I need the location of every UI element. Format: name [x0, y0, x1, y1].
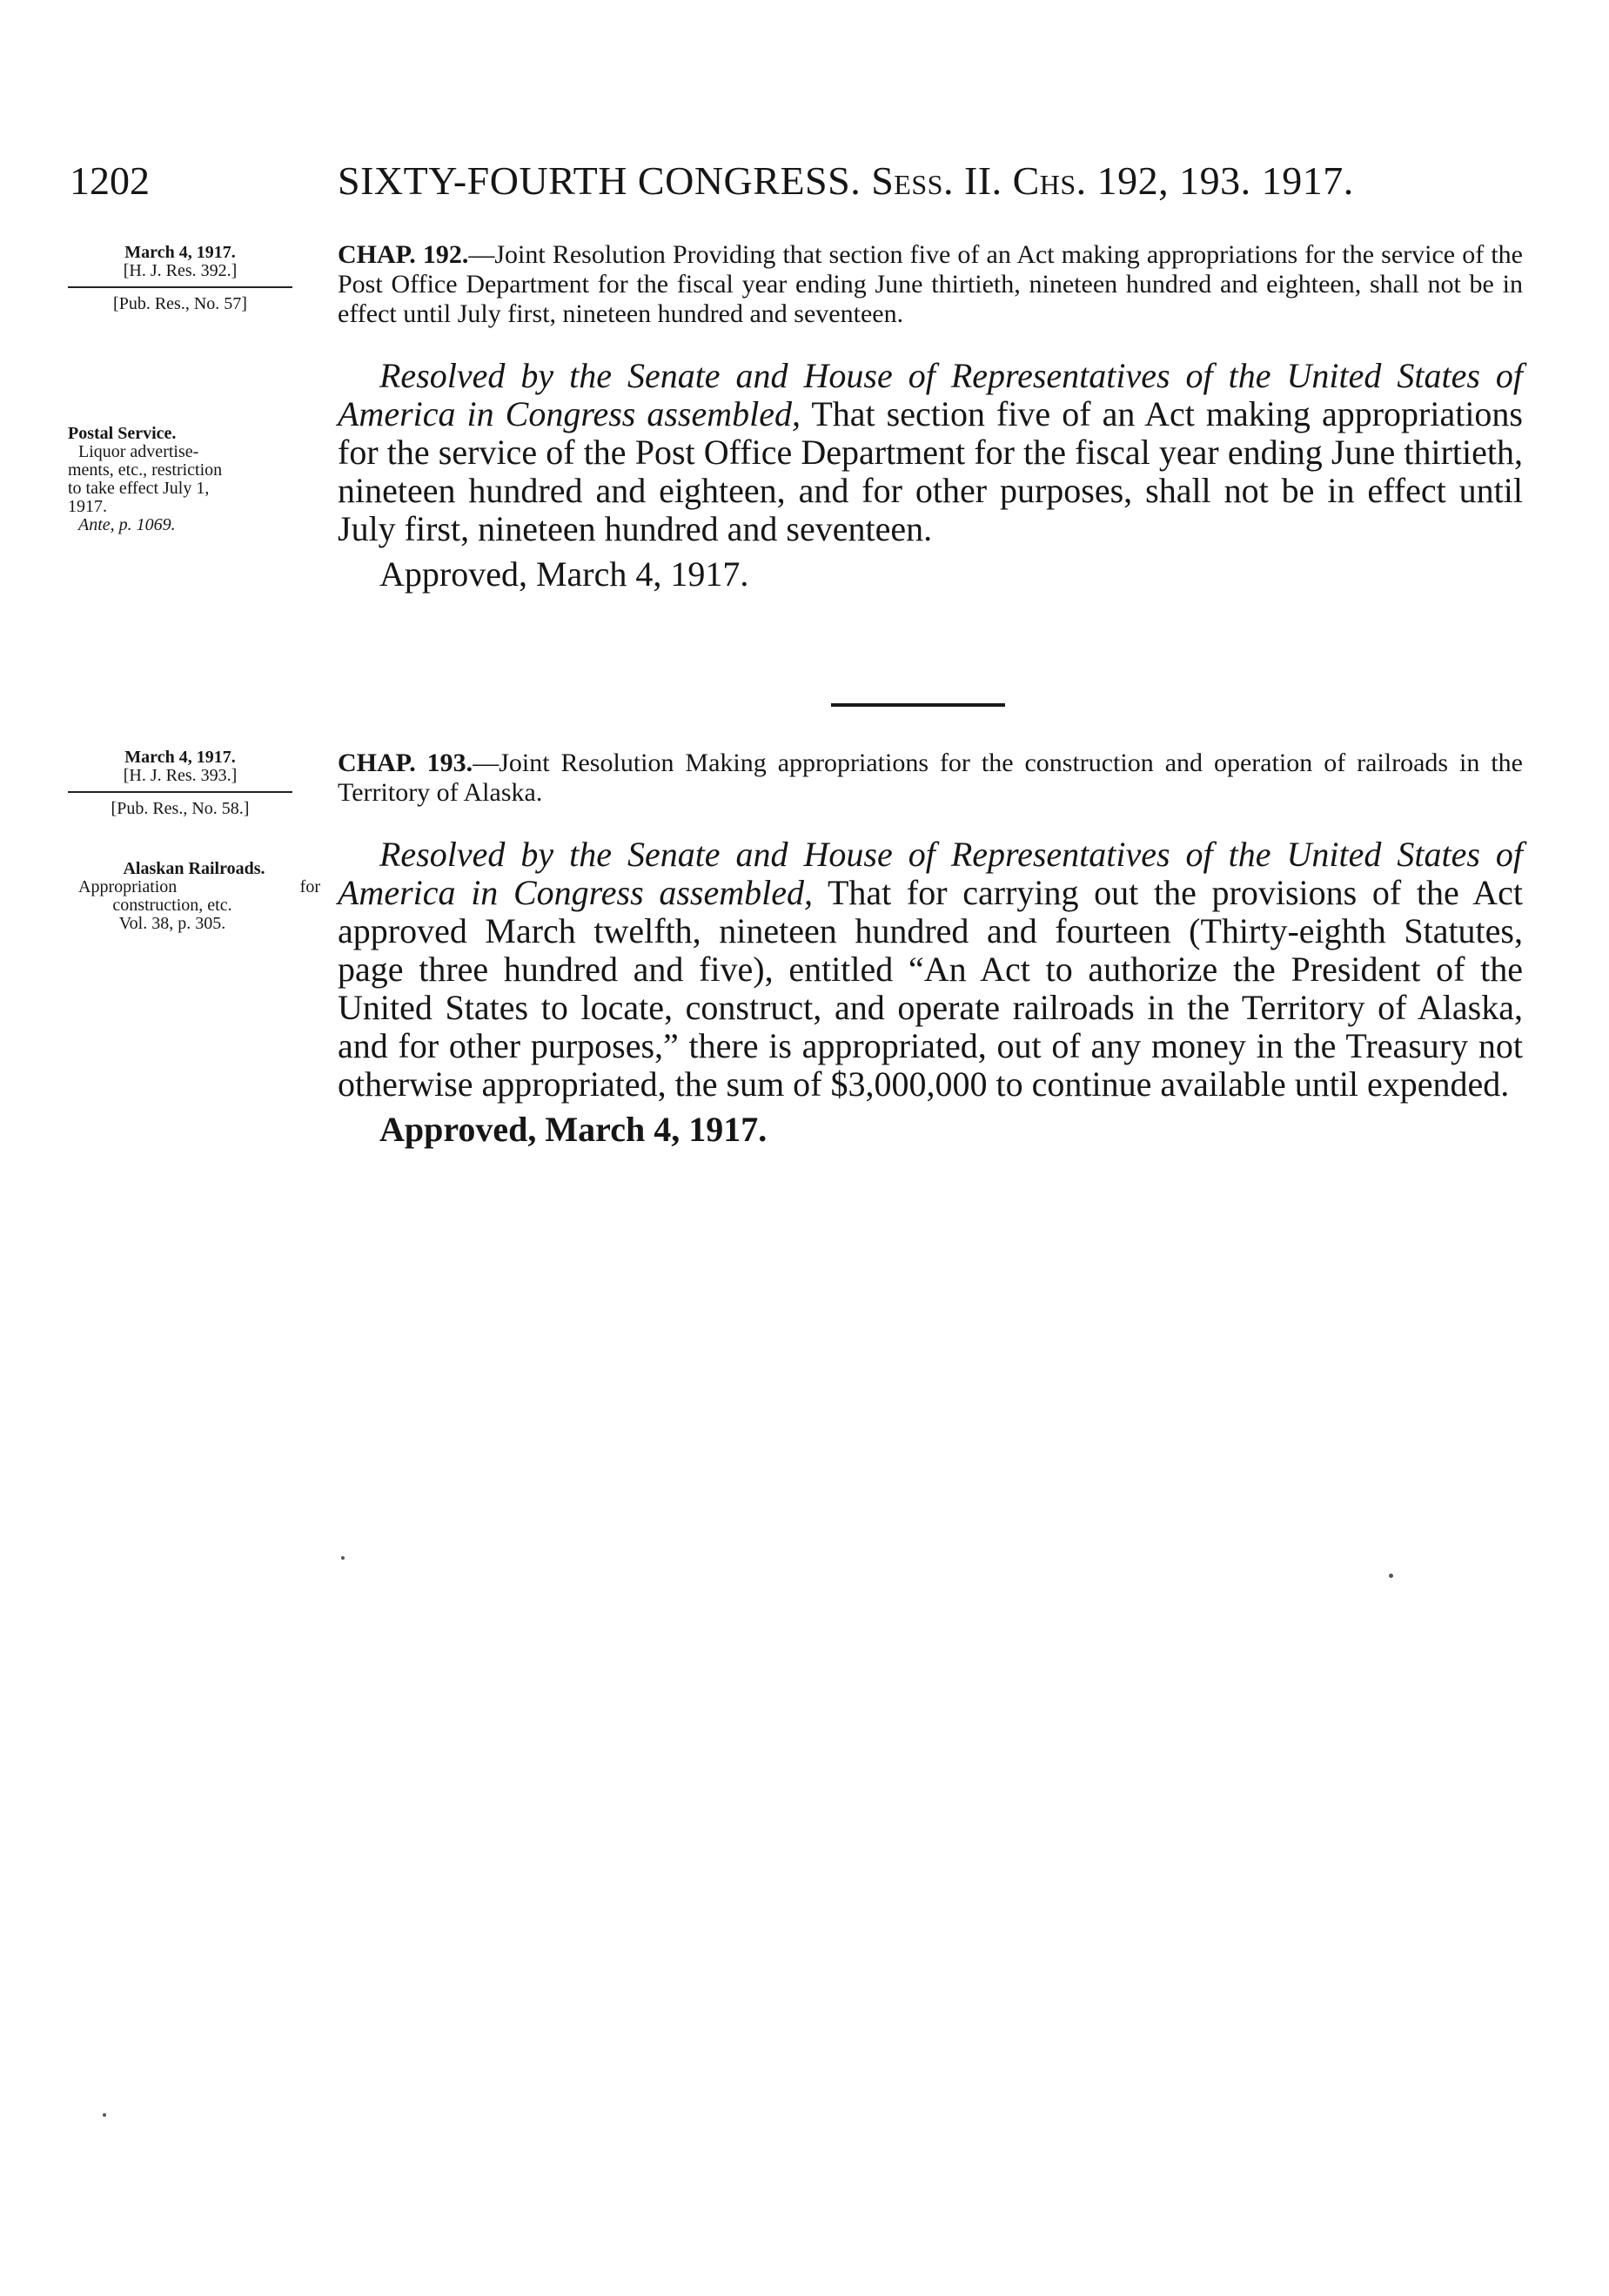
approval-line: Approved, March 4, 1917.	[379, 554, 749, 594]
chapter-heading	[338, 749, 1523, 808]
chapter-heading-text: —Joint Resolution Making appropriations for the construction and operation of railroads in the Territory of Alaska.	[338, 749, 1523, 807]
page-number: 1202	[70, 158, 150, 203]
chapter-label: CHAP. 193.	[338, 749, 473, 777]
resolution-body: That section five of an Act making appropriations for the service of the Post Office Department for the fiscal year ending June thirtieth, nineteen hundred and eighteen, and for other purposes, shall not be in effect until July first, nineteen hundred and seventeen.	[338, 394, 1523, 548]
chapter-divider-rule	[831, 703, 1005, 707]
margin-public-resolution: [Pub. Res., No. 57]	[113, 294, 247, 313]
scan-speck	[103, 2113, 106, 2117]
resolution-text	[338, 836, 1523, 1104]
margin-resolution-number: [H. J. Res. 393.]	[68, 767, 292, 793]
margin-citation-193	[68, 749, 320, 818]
margin-public-resolution: [Pub. Res., No. 58.]	[111, 799, 250, 818]
margin-citation-192	[68, 244, 320, 313]
running-title	[338, 155, 1354, 207]
margin-notes-192	[68, 425, 320, 534]
enacting-clause: Resolved by the Senate and House of Representatives of the United States of America in Congress assembled,	[338, 356, 1523, 433]
margin-note-line: Appropriation for	[78, 877, 320, 896]
margin-note-line: Liquor advertise-	[78, 442, 199, 461]
margin-note-reference: Ante, p. 1069.	[78, 515, 176, 534]
margin-note-reference: Vol. 38, p. 305.	[118, 914, 226, 933]
margin-date: March 4, 1917.	[124, 748, 236, 767]
margin-date: March 4, 1917.	[124, 243, 236, 262]
congress-title: SIXTY-FOURTH CONGRESS.	[338, 158, 861, 203]
margin-notes-193	[68, 860, 320, 933]
margin-note-subject: Alaskan Railroads.	[123, 859, 265, 878]
running-head	[70, 155, 1523, 207]
margin-resolution-number: [H. J. Res. 392.]	[68, 262, 292, 288]
chapter-label: CHAP. 192.	[338, 240, 469, 269]
margin-note-subject: Postal Service.	[68, 424, 177, 443]
session-label: Sess. II.	[871, 158, 1002, 203]
resolution-text	[338, 357, 1523, 548]
chapter-heading-text: —Joint Resolution Providing that section five of an Act making appropriations for the service of the Post Office Department for the fiscal year ending June thirtieth, nineteen hundred and eighteen, shall not be in effect until July first, nineteen hundred and seventeen.	[338, 240, 1523, 328]
enacting-clause: Resolved by the Senate and House of Representatives of the United States of America in Congress assembled,	[338, 835, 1523, 912]
chapters-label: Chs. 192, 193.	[1012, 158, 1251, 203]
scan-speck	[341, 1556, 345, 1560]
margin-note-line: ments, etc., restriction	[68, 460, 223, 480]
chapter-body-192	[338, 240, 1523, 595]
margin-note-line: 1917.	[68, 497, 107, 516]
margin-note-line: to take effect July 1,	[68, 479, 210, 498]
scan-speck	[1389, 1574, 1393, 1578]
approval-line: Approved, March 4, 1917.	[379, 1110, 768, 1149]
resolution-body: That for carrying out the provisions of the Act approved March twelfth, nineteen hundred and fourteen (Thirty-eighth Statutes, page three hundred and five), entitled “An Act to authorize the President of the United States to locate, construct, and operate railroads in the Territory of Alaska, and for other purposes,” there is appropriated, out of any money in the Treasury not otherwise appropriated, the sum of $3,000,000 to continue available until expended.	[338, 873, 1523, 1104]
year-label: 1917.	[1261, 158, 1354, 203]
margin-note-line: construction, etc.	[112, 896, 232, 915]
chapter-heading	[338, 240, 1523, 329]
chapter-body-193	[338, 749, 1523, 1151]
